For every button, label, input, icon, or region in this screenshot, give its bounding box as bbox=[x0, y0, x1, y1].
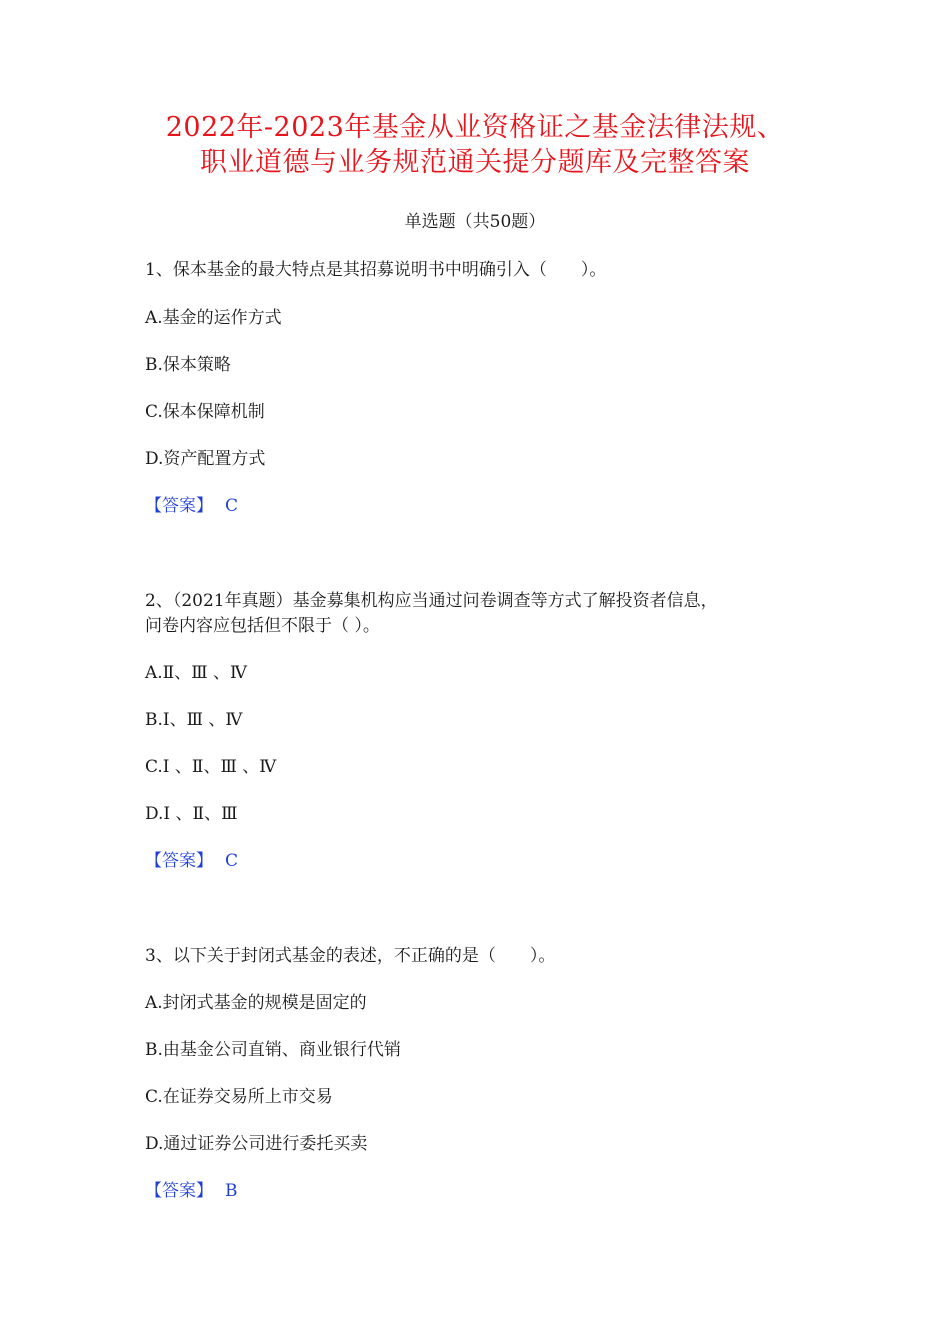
question-2-option-a: A.Ⅱ、Ⅲ 、Ⅳ bbox=[145, 663, 248, 683]
document-title-line-1: 2022年-2023年基金从业资格证之基金法律法规、 bbox=[165, 112, 785, 143]
question-2-option-d: D.Ⅰ 、Ⅱ、Ⅲ bbox=[145, 804, 238, 824]
question-1-stem: 1、保本基金的最大特点是其招募说明书中明确引入（ ）。 bbox=[145, 260, 607, 280]
question-3-stem: 3、以下关于封闭式基金的表述，不正确的是（ ）。 bbox=[145, 946, 556, 966]
question-2-answer bbox=[145, 849, 238, 873]
question-1-option-a: A.基金的运作方式 bbox=[145, 308, 282, 328]
question-2-option-b: B.Ⅰ、Ⅲ 、Ⅳ bbox=[145, 710, 243, 730]
question-3-option-d: D.通过证券公司进行委托买卖 bbox=[145, 1134, 368, 1154]
question-1-option-c: C.保本保障机制 bbox=[145, 402, 265, 422]
question-3-answer bbox=[145, 1179, 238, 1203]
question-3-option-a: A.封闭式基金的规模是固定的 bbox=[145, 993, 367, 1013]
question-2-stem-line-2: 问卷内容应包括但不限于（ ）。 bbox=[145, 616, 380, 636]
section-heading: 单选题（共50题） bbox=[404, 212, 546, 232]
answer-value: C bbox=[225, 496, 239, 516]
answer-label: 【答案】 bbox=[145, 851, 213, 871]
question-1-option-b: B.保本策略 bbox=[145, 355, 231, 375]
question-3-option-c: C.在证券交易所上市交易 bbox=[145, 1087, 333, 1107]
answer-label: 【答案】 bbox=[145, 496, 213, 516]
question-2-stem-line-1: 2、（2021年真题）基金募集机构应当通过问卷调查等方式了解投资者信息， bbox=[145, 591, 718, 611]
question-1-option-d: D.资产配置方式 bbox=[145, 449, 266, 469]
question-1-answer bbox=[145, 494, 238, 518]
question-2-option-c: C.Ⅰ 、Ⅱ、Ⅲ 、Ⅳ bbox=[145, 757, 277, 777]
document-title-line-2: 职业道德与业务规范通关提分题库及完整答案 bbox=[200, 147, 750, 178]
answer-value: B bbox=[225, 1181, 238, 1201]
question-3-option-b: B.由基金公司直销、商业银行代销 bbox=[145, 1040, 401, 1060]
answer-value: C bbox=[225, 851, 239, 871]
answer-label: 【答案】 bbox=[145, 1181, 213, 1201]
